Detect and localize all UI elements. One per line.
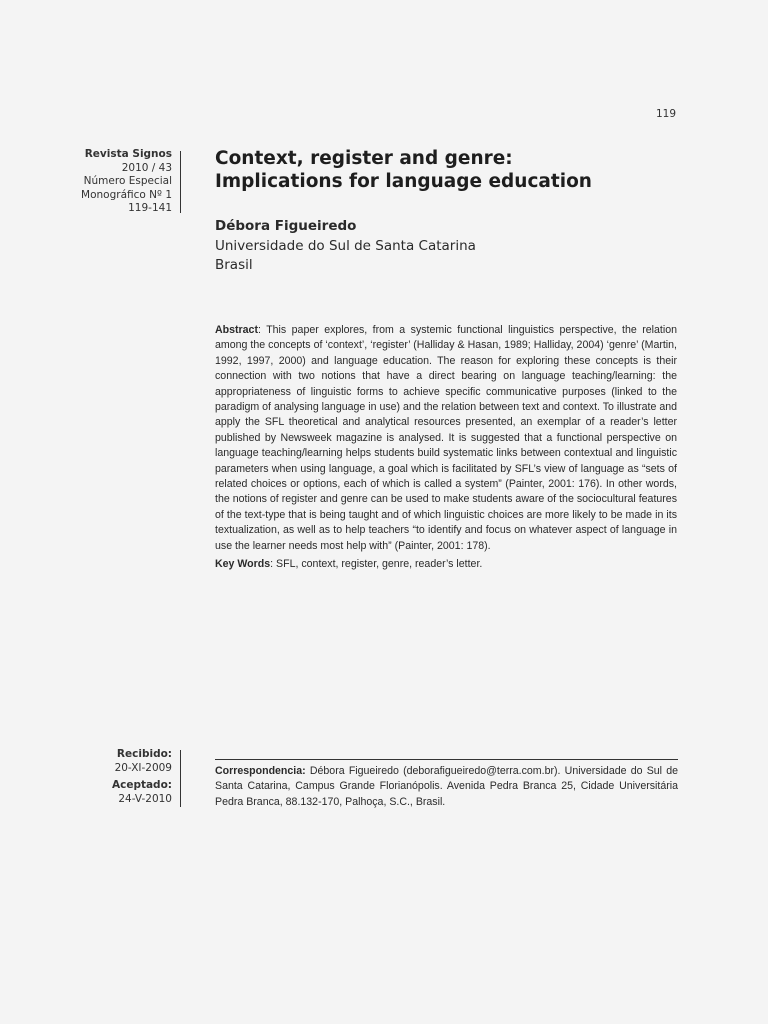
correspondence-rule — [215, 759, 678, 760]
journal-pages: 119-141 — [128, 202, 172, 214]
journal-info-divider — [180, 151, 181, 213]
journal-issue-type: Número Especial — [83, 175, 172, 187]
correspondence-section — [215, 764, 678, 810]
author-affiliation: Universidade do Sul de Santa Catarina — [215, 237, 476, 254]
title-line-2: Implications for language education — [215, 171, 592, 192]
dates-divider — [180, 750, 181, 807]
received-label: Recibido: — [116, 748, 172, 760]
journal-info — [80, 148, 172, 216]
journal-name: Revista Signos — [84, 148, 172, 160]
author-block — [215, 217, 675, 276]
journal-monograph: Monográfico Nº 1 — [81, 188, 172, 201]
correspondence-label: Correspondencia: — [215, 765, 306, 777]
submission-dates — [80, 748, 172, 806]
article-title — [215, 147, 675, 193]
accepted-label: Aceptado: — [111, 779, 172, 791]
journal-volume: 2010 / 43 — [121, 161, 172, 174]
abstract-paragraph — [215, 323, 677, 554]
received-date: 20-XI-2009 — [114, 761, 172, 774]
abstract-text: : This paper explores, from a systemic functional linguistics perspective, the relation among the concepts of ‘context’, ‘register’ (Halliday & Hasan, 1989; Halliday, 2004) ‘genre’ (Martin, 1992, 1997, 2000) and language education. The reason for exploring these concepts is their connection with two notions that have a direct bearing on language teaching/learning: the appropriateness of linguistic forms to achieve specific communicative purposes (linked to the paradigm of analysing language in use) and the relation between text and context. To illustrate and apply the SFL theoretical and analytical resources presented, an exemplar of a reader’s letter published by Newsweek magazine is analysed. It is suggested that a functional perspective on language teaching/learning helps students build systematic links between contextual and linguistic parameters when using language, a goal which is facilitated by SFL’s view of language as “sets of related choices or options, each of which is called a system” (Painter, 2001: 176). In other words, the notions of register and genre can be used to make students aware of the sociocultural features of the text-type that is being taught and of which linguistic choices are more likely to be made in its textualization, as well as to help teachers “to identify and focus on whatever aspect of language in use the learner needs most help with” (Painter, 2001: 178). — [215, 324, 677, 552]
title-line-1: Context, register and genre: — [215, 148, 513, 169]
page-number: 119 — [655, 108, 676, 120]
accepted-date: 24-V-2010 — [118, 792, 172, 805]
keywords-label: Key Words — [215, 558, 271, 571]
correspondence-text: Débora Figueiredo (deborafigueiredo@terra.com.br). Universidade do Sul de Santa Catarina, Campus Grande Florianópolis. Avenida Pedra Branca 25, Cidade Universitária Pedra Branca, 88.132-170, Palhoça, S.C., Brasil. — [215, 765, 678, 808]
author-name: Débora Figueiredo — [215, 218, 357, 234]
abstract-section — [215, 323, 677, 573]
keywords-paragraph — [215, 557, 677, 572]
abstract-label: Abstract — [215, 324, 258, 336]
keywords-text: : SFL, context, register, genre, reader’s letter. — [270, 558, 483, 571]
author-country: Brasil — [215, 257, 253, 273]
